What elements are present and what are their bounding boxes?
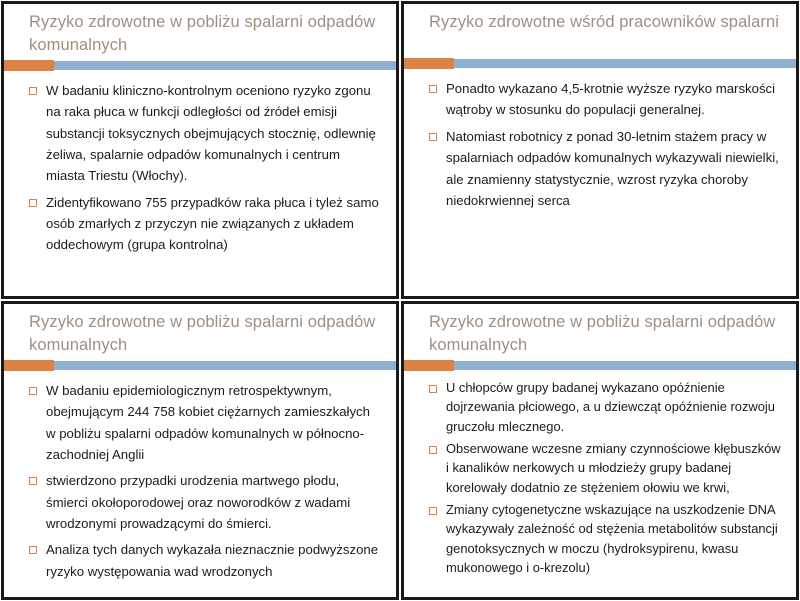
slide-title: Ryzyko zdrowotne wśród pracowników spalarni — [429, 13, 780, 31]
divider-orange-block — [4, 360, 54, 371]
bullet-list — [4, 71, 396, 296]
title-divider — [4, 360, 396, 371]
bullet-item: W badaniu epidemiologicznym retrospektywnym, obejmującym 244 758 kobiet ciężarnych zamieszkałych w pobliżu spalarni odpadów komunalnych w północno-zachodniej Anglii — [29, 380, 382, 466]
divider-blue-bar — [404, 59, 796, 68]
bullet-item: Zidentyfikowano 755 przypadków raka płuca i tyleż samo osób zmarłych z przyczyn nie związanych z układem oddechowym (grupa kontrolna) — [29, 192, 382, 256]
divider-blue-bar — [4, 361, 396, 370]
bullet-item: U chłopców grupy badanej wykazano opóźnienie dojrzewania płciowego, a u dziewcząt opóźnienie rozwoju gruczołu mlecznego. — [429, 378, 782, 436]
bullet-list — [4, 371, 396, 597]
slide-1[interactable] — [1, 1, 399, 299]
bullet-list — [404, 371, 796, 597]
bullet-list — [404, 69, 796, 296]
divider-blue-bar — [4, 61, 396, 70]
slide-4[interactable] — [401, 301, 799, 600]
slide-title: Ryzyko zdrowotne w pobliżu spalarni odpadów komunalnych — [29, 13, 376, 55]
bullet-item: Natomiast robotnicy z ponad 30-letnim stażem pracy w spalarniach odpadów komunalnych wykazywali niewielki, ale znamienny statystycznie, wzrost ryzyka choroby niedokrwiennej serca — [429, 126, 782, 212]
divider-orange-block — [404, 58, 454, 69]
title-divider — [4, 60, 396, 71]
divider-blue-bar — [404, 361, 796, 370]
bullet-item: W badaniu kliniczno-kontrolnym oceniono ryzyko zgonu na raka płuca w funkcji odległości od źródeł emisji substancji toksycznych obejmujących stocznię, odlewnię żeliwa, spalarnie odpadów komunalnych i centrum miasta Triestu (Włochy). — [29, 80, 382, 187]
bullet-item: Analiza tych danych wykazała nieznacznie podwyższone ryzyko występowania wad wrodzonych — [29, 539, 382, 582]
slide-2[interactable] — [401, 1, 799, 299]
bullet-item: Ponadto wykazano 4,5-krotnie wyższe ryzyko marskości wątroby w stosunku do populacji generalnej. — [429, 78, 782, 121]
slide-title: Ryzyko zdrowotne w pobliżu spalarni odpadów komunalnych — [29, 313, 376, 355]
bullet-item: Zmiany cytogenetyczne wskazujące na uszkodzenie DNA wykazywały zależność od stężenia metabolitów substancji genotoksycznych w moczu (hydroksypirenu, kwasu mukonowego i o-krezolu) — [429, 500, 782, 577]
divider-orange-block — [4, 60, 54, 71]
slide-title: Ryzyko zdrowotne w pobliżu spalarni odpadów komunalnych — [429, 313, 776, 355]
bullet-item: stwierdzono przypadki urodzenia martwego płodu, śmierci okołoporodowej oraz noworodków z wadami wrodzonymi prowadzącymi do śmierci. — [29, 470, 382, 534]
slide-3[interactable] — [1, 301, 399, 600]
divider-orange-block — [404, 360, 454, 371]
title-divider — [404, 58, 796, 69]
bullet-item: Obserwowane wczesne zmiany czynnościowe kłębuszków i kanalików nerkowych u młodzieży grupy badanej korelowały dodatnio ze stężeniem ołowiu we krwi, — [429, 439, 782, 497]
title-divider — [404, 360, 796, 371]
